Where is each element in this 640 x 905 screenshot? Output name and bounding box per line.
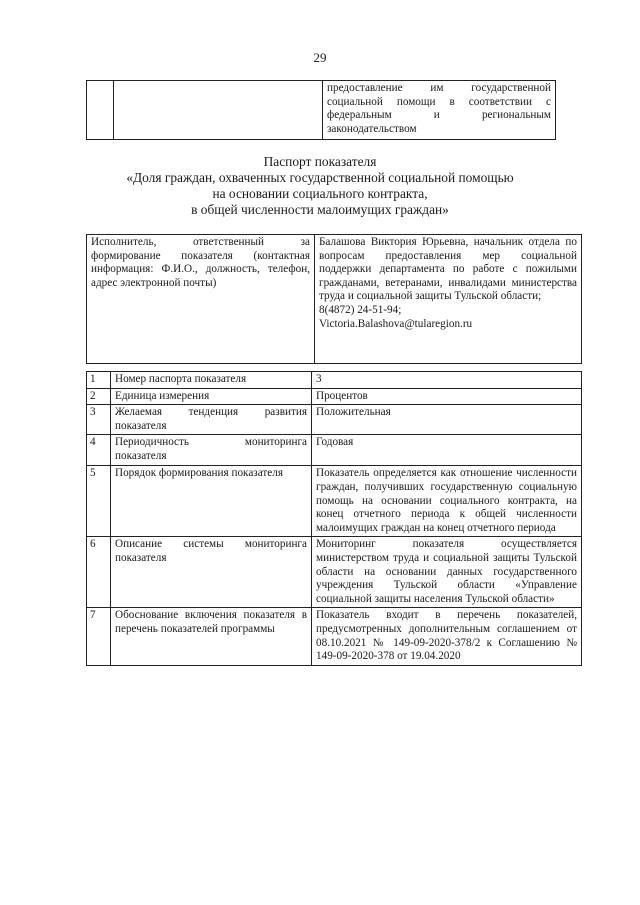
executor-label: Исполнитель, ответственный за формирование показателя (контактная информация: Ф.И.О., должность, телефон, адрес электронной почты) bbox=[87, 235, 315, 364]
title-line: на основании социального контракта, bbox=[212, 186, 428, 201]
table-row bbox=[87, 405, 582, 435]
executor-phone: 8(4872) 24-51-94; bbox=[319, 303, 402, 316]
row-number: 2 bbox=[87, 388, 111, 405]
row-label: Порядок формирования показателя bbox=[111, 466, 312, 537]
row-label: Периодичность мониторинга показателя bbox=[111, 435, 312, 466]
title-line: «Доля граждан, охваченных государственной социальной помощью bbox=[126, 170, 514, 185]
table-row bbox=[87, 388, 582, 405]
row-value: Показатель определяется как отношение численности граждан, получивших государственную социальную помощь на основании социального контракта, на конец отчетного периода к общей численности малоимущих граждан на конец отчетного периода bbox=[312, 466, 582, 537]
executor-value: Балашова Виктория Юрьевна, начальник отдела по вопросам предоставления мер социальной поддержки департамента по работе с пожилыми гражданами, ветеранами, инвалидами министерства труда и социальной защиты Тульской области; bbox=[319, 236, 577, 303]
table-row bbox=[87, 466, 582, 537]
table-cell-empty bbox=[114, 81, 323, 140]
row-value: 3 bbox=[312, 372, 582, 389]
title-line: Паспорт показателя bbox=[263, 154, 377, 169]
row-label: Обоснование включения показателя в перечень показателей программы bbox=[111, 608, 312, 665]
row-value: Мониторинг показателя осуществляется министерством труда и социальной защиты Тульской области на основании данных государственного учреждения Тульской области «Управление социальной защиты населения Тульской области» bbox=[312, 537, 582, 608]
table-cell-text: предоставление им государственной социальной помощи в соответствии с федеральным и региональным законодательством bbox=[323, 81, 556, 140]
row-value: Годовая bbox=[312, 435, 582, 466]
table-row bbox=[87, 537, 582, 608]
indicator-table bbox=[86, 371, 582, 666]
table-row bbox=[87, 372, 582, 389]
row-number: 3 bbox=[87, 405, 111, 435]
executor-table bbox=[86, 234, 582, 364]
executor-value-cell bbox=[315, 235, 582, 364]
table-row bbox=[87, 81, 556, 140]
row-label: Описание системы мониторинга показателя bbox=[111, 537, 312, 608]
row-label: Номер паспорта показателя bbox=[111, 372, 312, 389]
row-number: 1 bbox=[87, 372, 111, 389]
row-value: Процентов bbox=[312, 388, 582, 405]
row-value: Положительная bbox=[312, 405, 582, 435]
page-number: 29 bbox=[313, 50, 327, 65]
row-label: Единица измерения bbox=[111, 388, 312, 405]
title-line: в общей численности малоимущих граждан» bbox=[191, 202, 449, 217]
passport-title bbox=[0, 154, 640, 218]
table-row bbox=[87, 435, 582, 466]
row-number: 4 bbox=[87, 435, 111, 466]
table-row bbox=[87, 235, 582, 364]
row-number: 6 bbox=[87, 537, 111, 608]
row-label: Желаемая тенденция развития показателя bbox=[111, 405, 312, 435]
executor-email: Victoria.Balashova@tularegion.ru bbox=[319, 317, 473, 330]
row-value: Показатель входит в перечень показателей, предусмотренных дополнительным соглашением от 08.10.2021 № 149-09-2020-378/2 к Соглашению № 149-09-2020-378 от 19.04.2020 bbox=[312, 608, 582, 665]
continuation-table bbox=[86, 80, 556, 140]
table-row bbox=[87, 608, 582, 665]
table-cell-empty bbox=[87, 81, 114, 140]
row-number: 7 bbox=[87, 608, 111, 665]
row-number: 5 bbox=[87, 466, 111, 537]
